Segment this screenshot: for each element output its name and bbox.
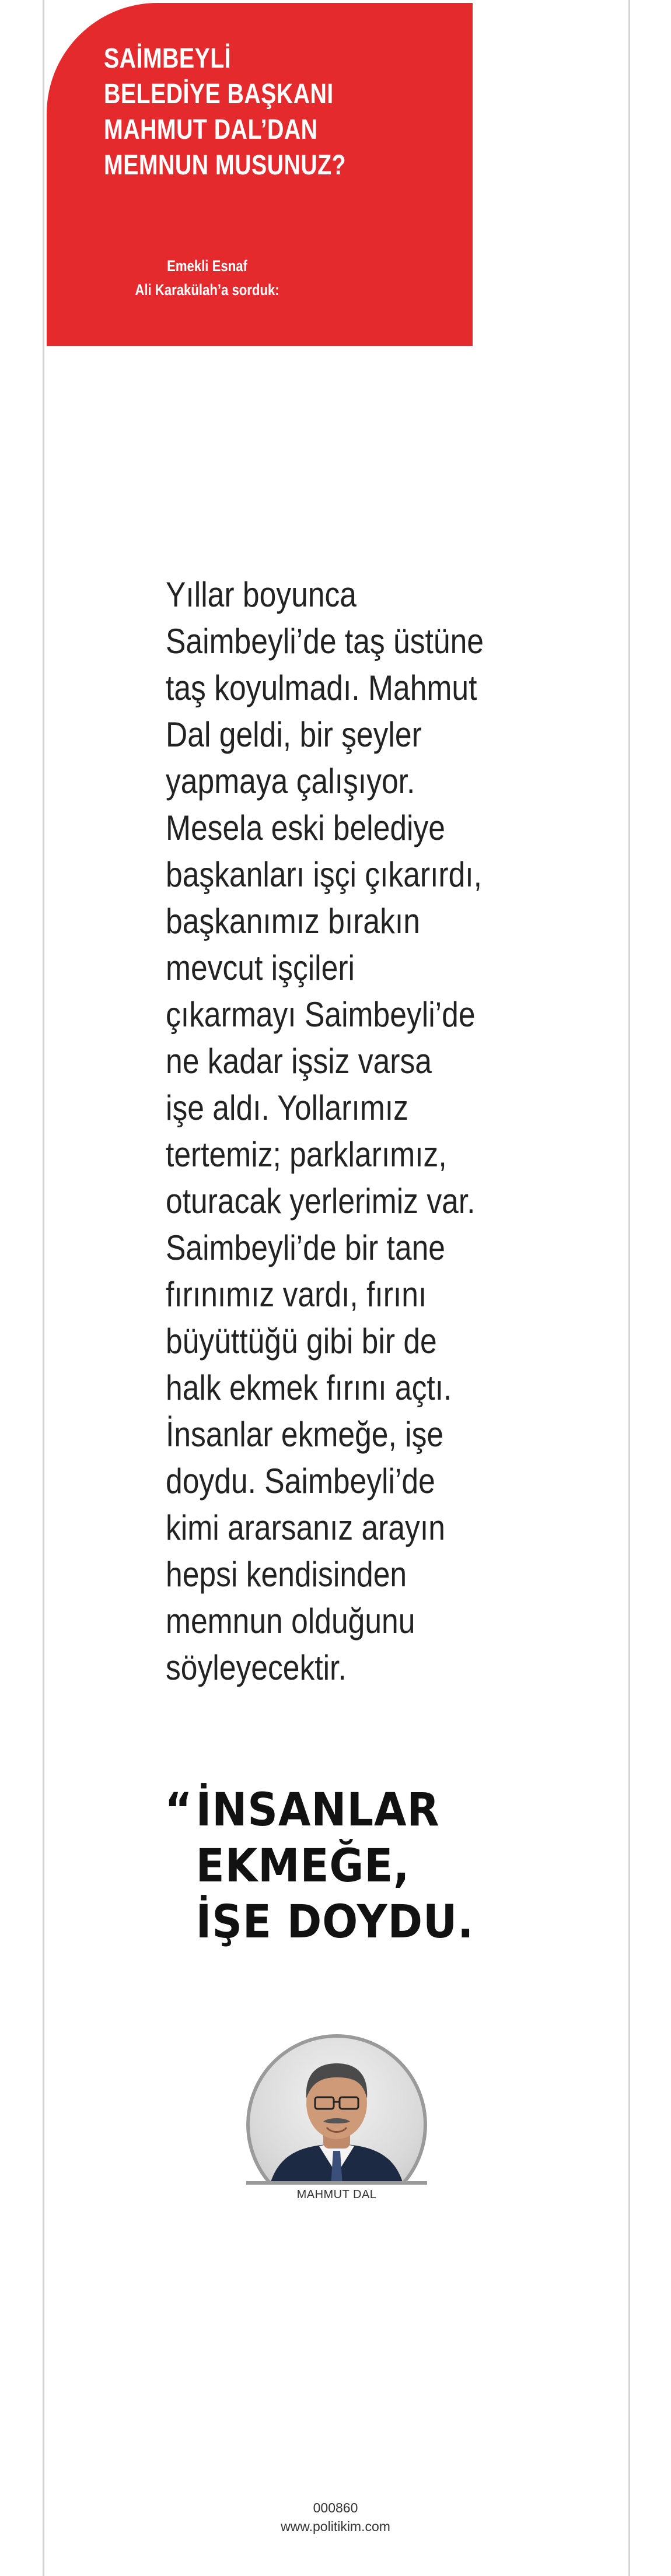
body-line: Saimbeyli’de bir tane: [166, 1228, 445, 1267]
body-line: Mesela eski belediye: [166, 808, 445, 847]
quote-mark: “: [165, 1784, 193, 1837]
body-line: memnun olduğunu: [166, 1601, 415, 1641]
body-line: Saimbeyli’de taş üstüne: [166, 622, 484, 661]
quote-line: EKMEĞE,: [195, 1840, 410, 1892]
article-body: [166, 572, 487, 1691]
right-column-rule: [628, 0, 630, 2576]
portrait-base-line: [246, 2181, 427, 2185]
body-line: hepsi kendisinden: [166, 1555, 407, 1594]
left-column-rule: [43, 0, 44, 2576]
body-line: oturacak yerlerimiz var.: [166, 1182, 476, 1221]
body-line: İnsanlar ekmeğe, işe: [166, 1415, 444, 1454]
headline-line: MAHMUT DAL’DAN: [104, 114, 318, 145]
body-line: yapmaya çalışıyor.: [166, 762, 415, 801]
person-portrait-icon: [246, 2034, 427, 2183]
quote-line: İŞE DOYDU.: [195, 1896, 474, 1948]
body-line: mevcut işçileri: [166, 948, 355, 987]
ad-code: 000860: [313, 2500, 358, 2515]
credit-line: Ali Karakülah’a sorduk:: [135, 281, 279, 299]
pull-quote: [167, 1782, 553, 1950]
headline-line: BELEDİYE BAŞKANI: [104, 79, 334, 110]
body-line: Dal geldi, bir şeyler: [166, 715, 422, 754]
headline-line: SAİMBEYLİ: [104, 43, 232, 74]
credit-line: Emekli Esnaf: [167, 257, 247, 275]
body-line: taş koyulmadı. Mahmut: [166, 668, 477, 707]
portrait-figure: [246, 2034, 427, 2183]
body-line: büyüttüğü gibi bir de: [166, 1322, 437, 1361]
body-line: çıkarmayı Saimbeyli’de: [166, 995, 476, 1034]
body-line: kimi ararsanız arayın: [166, 1508, 445, 1547]
body-line: başkanları işçi çıkarırdı,: [166, 855, 482, 894]
headline: [104, 41, 352, 183]
body-line: doydu. Saimbeyli’de: [166, 1462, 435, 1501]
body-line: fırınımız vardı, fırını: [166, 1275, 427, 1314]
body-line: halk ekmek fırını açtı.: [166, 1368, 452, 1407]
body-line: söyleyecektir.: [166, 1648, 347, 1687]
website-link[interactable]: www.politikim.com: [281, 2519, 390, 2534]
headline-line: MEMNUN MUSUNUZ?: [104, 150, 347, 181]
portrait-caption: MAHMUT DAL: [296, 2188, 377, 2201]
body-line: işe aldı. Yollarımız: [166, 1088, 408, 1127]
body-line: ne kadar işsiz varsa: [166, 1042, 432, 1081]
body-line: Yıllar boyunca: [166, 575, 357, 614]
body-line: başkanımız bırakın: [166, 902, 420, 941]
interviewee-credit: [121, 254, 293, 302]
body-line: tertemiz; parklarımız,: [166, 1135, 447, 1174]
quote-line: İNSANLAR: [195, 1784, 440, 1837]
